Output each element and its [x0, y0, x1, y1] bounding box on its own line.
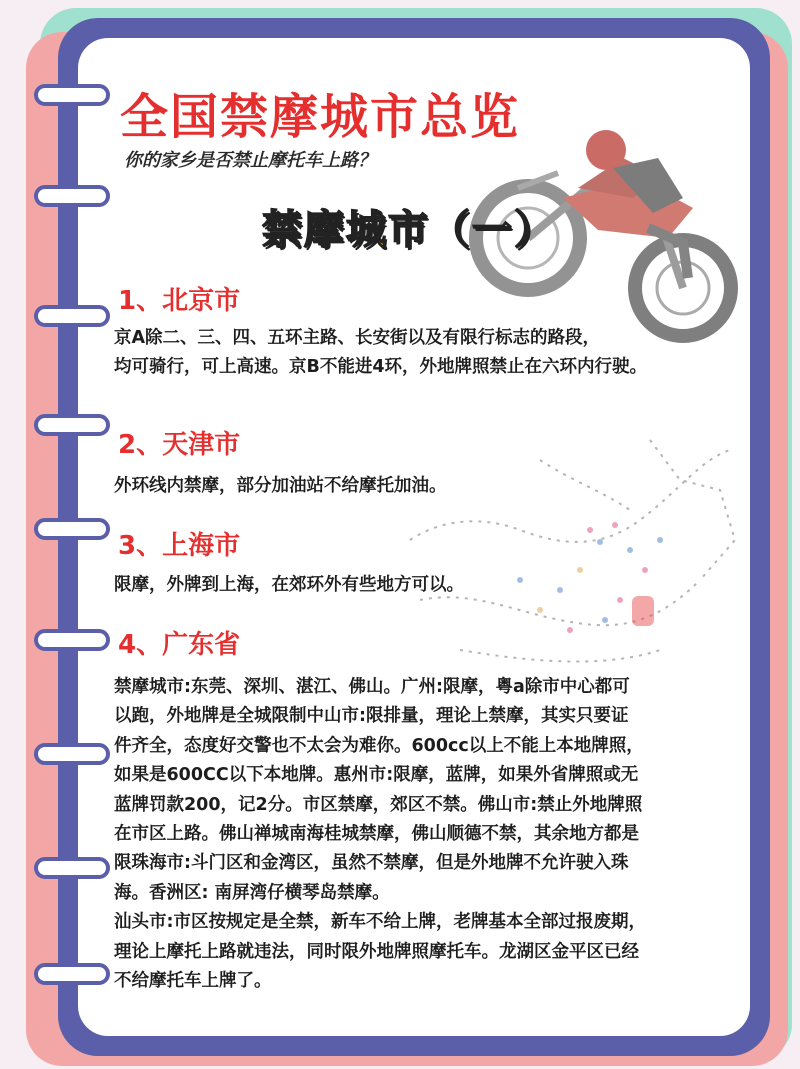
text-line: 海。香洲区: 南屏湾仔横琴岛禁摩。	[114, 882, 390, 903]
page-subtitle: 你的家乡是否禁止摩托车上路？	[124, 150, 376, 171]
text-line: 汕头市:市区按规定是全禁，新车不给上牌，老牌基本全部过报废期，	[114, 912, 646, 933]
text-line: 蓝牌罚款200，记2分。市区禁摩，郊区不禁。佛山市:禁止外地牌照	[114, 794, 643, 815]
text-line: 在市区上路。佛山禅城南海桂城禁摩，佛山顺德不禁，其余地方都是	[114, 824, 639, 845]
city-heading-shanghai: 3、上海市	[118, 531, 241, 561]
section-title: 禁摩城市（一）	[262, 207, 556, 253]
text-line: 以跑，外地牌是全城限制中山市:限排量，理论上禁摩，其实只要证	[114, 706, 629, 727]
text-line: 禁摩城市:东莞、深圳、湛江、佛山。广州:限摩，粤a除市中心都可	[114, 677, 630, 697]
city-text-guangdong	[114, 673, 750, 996]
ring-icon	[34, 414, 110, 436]
text-line: 限摩，外牌到上海，在郊环外有些地方可以。	[114, 575, 464, 595]
ring-icon	[34, 857, 110, 879]
city-text-beijing	[114, 324, 750, 383]
ring-icon	[34, 185, 110, 207]
city-text-shanghai	[114, 571, 750, 600]
ring-icon	[34, 963, 110, 985]
page-title: 全国禁摩城市总览	[120, 89, 521, 145]
china-map-illustration	[400, 420, 745, 690]
city-text-tianjin	[114, 472, 750, 501]
ring-icon	[34, 305, 110, 327]
ring-icon	[34, 518, 110, 540]
text-line: 京A除二、三、四、五环主路、长安街以及有限行标志的路段，	[114, 328, 601, 348]
ring-icon	[34, 743, 110, 765]
text-line: 理论上摩托上路就违法，同时限外地牌照摩托车。龙湖区金平区已经	[114, 941, 639, 962]
text-line: 不给摩托车上牌了。	[114, 971, 272, 992]
text-line: 如果是600CC以下本地牌。惠州市:限摩，蓝牌，如果外省牌照或无	[114, 765, 639, 786]
text-line: 限珠海市:斗门区和金湾区，虽然不禁摩，但是外地牌不允许驶入珠	[114, 853, 629, 874]
text-line: 均可骑行，可上高速。京B不能进4环，外地牌照禁止在六环内行驶。	[114, 357, 648, 378]
text-line: 件齐全，态度好交警也不太会为难你。600cc以上不能上本地牌照，	[114, 735, 644, 756]
text-line: 外环线内禁摩，部分加油站不给摩托加油。	[114, 476, 447, 496]
ring-icon	[34, 84, 110, 106]
ring-icon	[34, 629, 110, 651]
city-heading-beijing: 1、北京市	[118, 286, 241, 316]
city-heading-tianjin: 2、天津市	[118, 430, 241, 460]
city-heading-guangdong: 4、广东省	[118, 630, 241, 660]
